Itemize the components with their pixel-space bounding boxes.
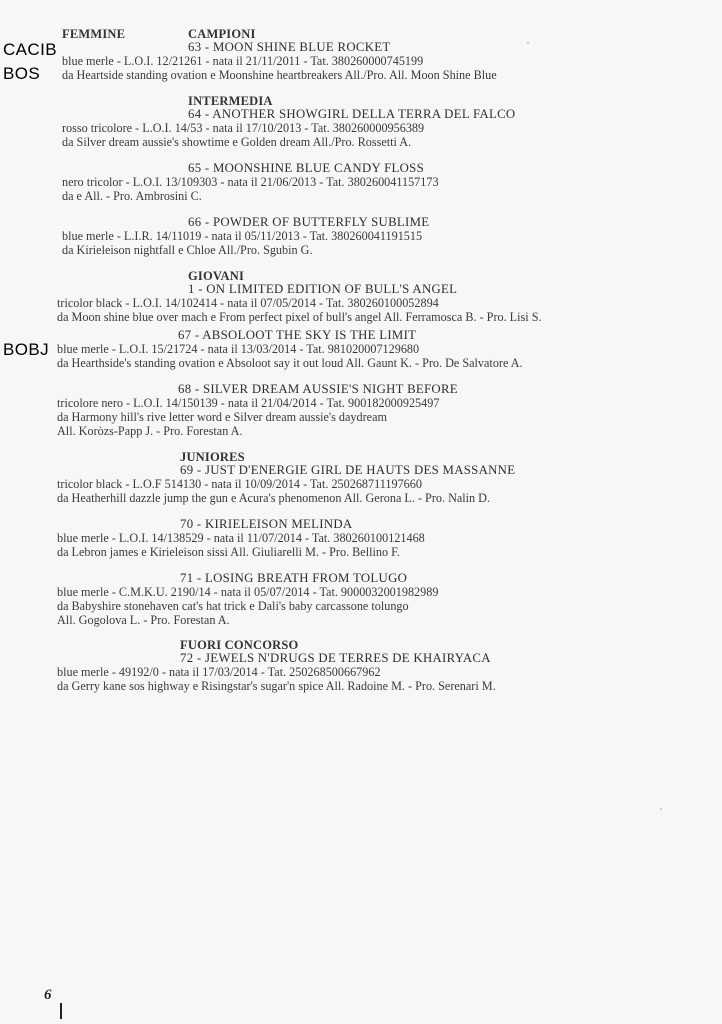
entry-67-details: blue merle - L.O.I. 15/21724 - nata il 13/03/2014 - Tat. 981020007129680 [57, 342, 420, 356]
entry-71-title: 71 - LOSING BREATH FROM TOLUGO [180, 571, 408, 585]
entry-66-parents: da Kirieleison nightfall e Chloe All./Pro. Sgubin G. [62, 243, 313, 257]
entry-69-details: tricolor black - L.O.F 514130 - nata il 10/09/2014 - Tat. 250268711197660 [57, 477, 422, 491]
entry-64-title: 64 - ANOTHER SHOWGIRL DELLA TERRA DEL FALCO [188, 107, 516, 121]
entry-70-parents: da Lebron james e Kirieleison sissi All. Giuliarelli M. - Pro. Bellino F. [57, 545, 400, 559]
class-intermedia: INTERMEDIA [188, 94, 273, 108]
entry-64-details: rosso tricolore - L.O.I. 14/53 - nata il 17/10/2013 - Tat. 380260000956389 [62, 121, 425, 135]
entry-68-title: 68 - SILVER DREAM AUSSIE'S NIGHT BEFORE [178, 382, 458, 396]
entry-67-parents: da Hearthside's standing ovation e Absoloot say it out loud All. Gaunt K. - Pro. De Salvatore A. [57, 356, 523, 370]
class-giovani: GIOVANI [188, 269, 245, 283]
entry-72-details: blue merle - 49192/0 - nata il 17/03/2014 - Tat. 250268500667962 [57, 665, 381, 679]
entry-68-parents: da Harmony hill's rive letter word e Silver dream aussie's daydream [57, 410, 387, 424]
entry-70-details: blue merle - L.O.I. 14/138529 - nata il 11/07/2014 - Tat. 380260100121468 [57, 531, 425, 545]
entry-66-details: blue merle - L.I.R. 14/11019 - nata il 05/11/2013 - Tat. 380260041191515 [62, 229, 423, 243]
entry-1-title: 1 - ON LIMITED EDITION OF BULL'S ANGEL [188, 282, 458, 296]
entry-72-parents: da Gerry kane sos highway e Risingstar's sugar'n spice All. Radoine M. - Pro. Serenari M. [57, 679, 496, 693]
entry-71-parents: da Babyshire stonehaven cat's hat trick e Dali's baby carcassone tolungo [57, 599, 409, 613]
entry-67-title: 67 - ABSOLOOT THE SKY IS THE LIMIT [178, 328, 417, 342]
entry-1-details: tricolor black - L.O.I. 14/102414 - nata il 07/05/2014 - Tat. 380260100052894 [57, 296, 439, 310]
class-juniores: JUNIORES [180, 450, 245, 464]
class-campioni: CAMPIONI [188, 27, 256, 41]
entry-71-owner: All. Gogolova L. - Pro. Forestan A. [57, 613, 230, 627]
entry-65-details: nero tricolor - L.O.I. 13/109303 - nata il 21/06/2013 - Tat. 380260041157173 [62, 175, 439, 189]
entry-65-parents: da e All. - Pro. Ambrosini C. [62, 189, 202, 203]
entry-70-title: 70 - KIRIELEISON MELINDA [180, 517, 353, 531]
entry-68-details: tricolore nero - L.O.I. 14/150139 - nata il 21/04/2014 - Tat. 900182000925497 [57, 396, 440, 410]
entry-71-details: blue merle - C.M.K.U. 2190/14 - nata il 05/07/2014 - Tat. 9000032001982989 [57, 585, 439, 599]
section-femmine: FEMMINE [62, 27, 126, 41]
entry-1-parents: da Moon shine blue over mach e From perfect pixel of bull's angel All. Ferramosca B. - Pro. Lisi S. [57, 310, 542, 324]
page-number: 6 [44, 987, 52, 1003]
page-edge-mark [60, 1003, 62, 1019]
entry-72-title: 72 - JEWELS N'DRUGS DE TERRES DE KHAIRYACA [180, 651, 491, 665]
entry-65-title: 65 - MOONSHINE BLUE CANDY FLOSS [188, 161, 424, 175]
entry-63-parents: da Heartside standing ovation e Moonshine heartbreakers All./Pro. All. Moon Shine Blue [62, 68, 497, 82]
cacib-label: CACIB [3, 40, 57, 59]
entry-68-owner: All. Koròzs-Papp J. - Pro. Forestan A. [57, 424, 243, 438]
entry-69-title: 69 - JUST D'ENERGIE GIRL DE HAUTS DES MASSANNE [180, 463, 516, 477]
bos-label: BOS [3, 64, 41, 83]
entry-63-details: blue merle - L.O.I. 12/21261 - nata il 21/11/2011 - Tat. 380260000745199 [62, 54, 424, 68]
scan-speck [527, 42, 529, 44]
entry-63-title: 63 - MOON SHINE BLUE ROCKET [188, 40, 391, 54]
class-fuori-concorso: FUORI CONCORSO [180, 638, 299, 652]
entry-69-parents: da Heatherhill dazzle jump the gun e Acura's phenomenon All. Gerona L. - Pro. Nalin D. [57, 491, 491, 505]
scan-speck [660, 808, 662, 810]
entry-64-parents: da Silver dream aussie's showtime e Golden dream All./Pro. Rossetti A. [62, 135, 412, 149]
entry-66-title: 66 - POWDER OF BUTTERFLY SUBLIME [188, 215, 430, 229]
bobj-label: BOBJ [3, 340, 50, 359]
